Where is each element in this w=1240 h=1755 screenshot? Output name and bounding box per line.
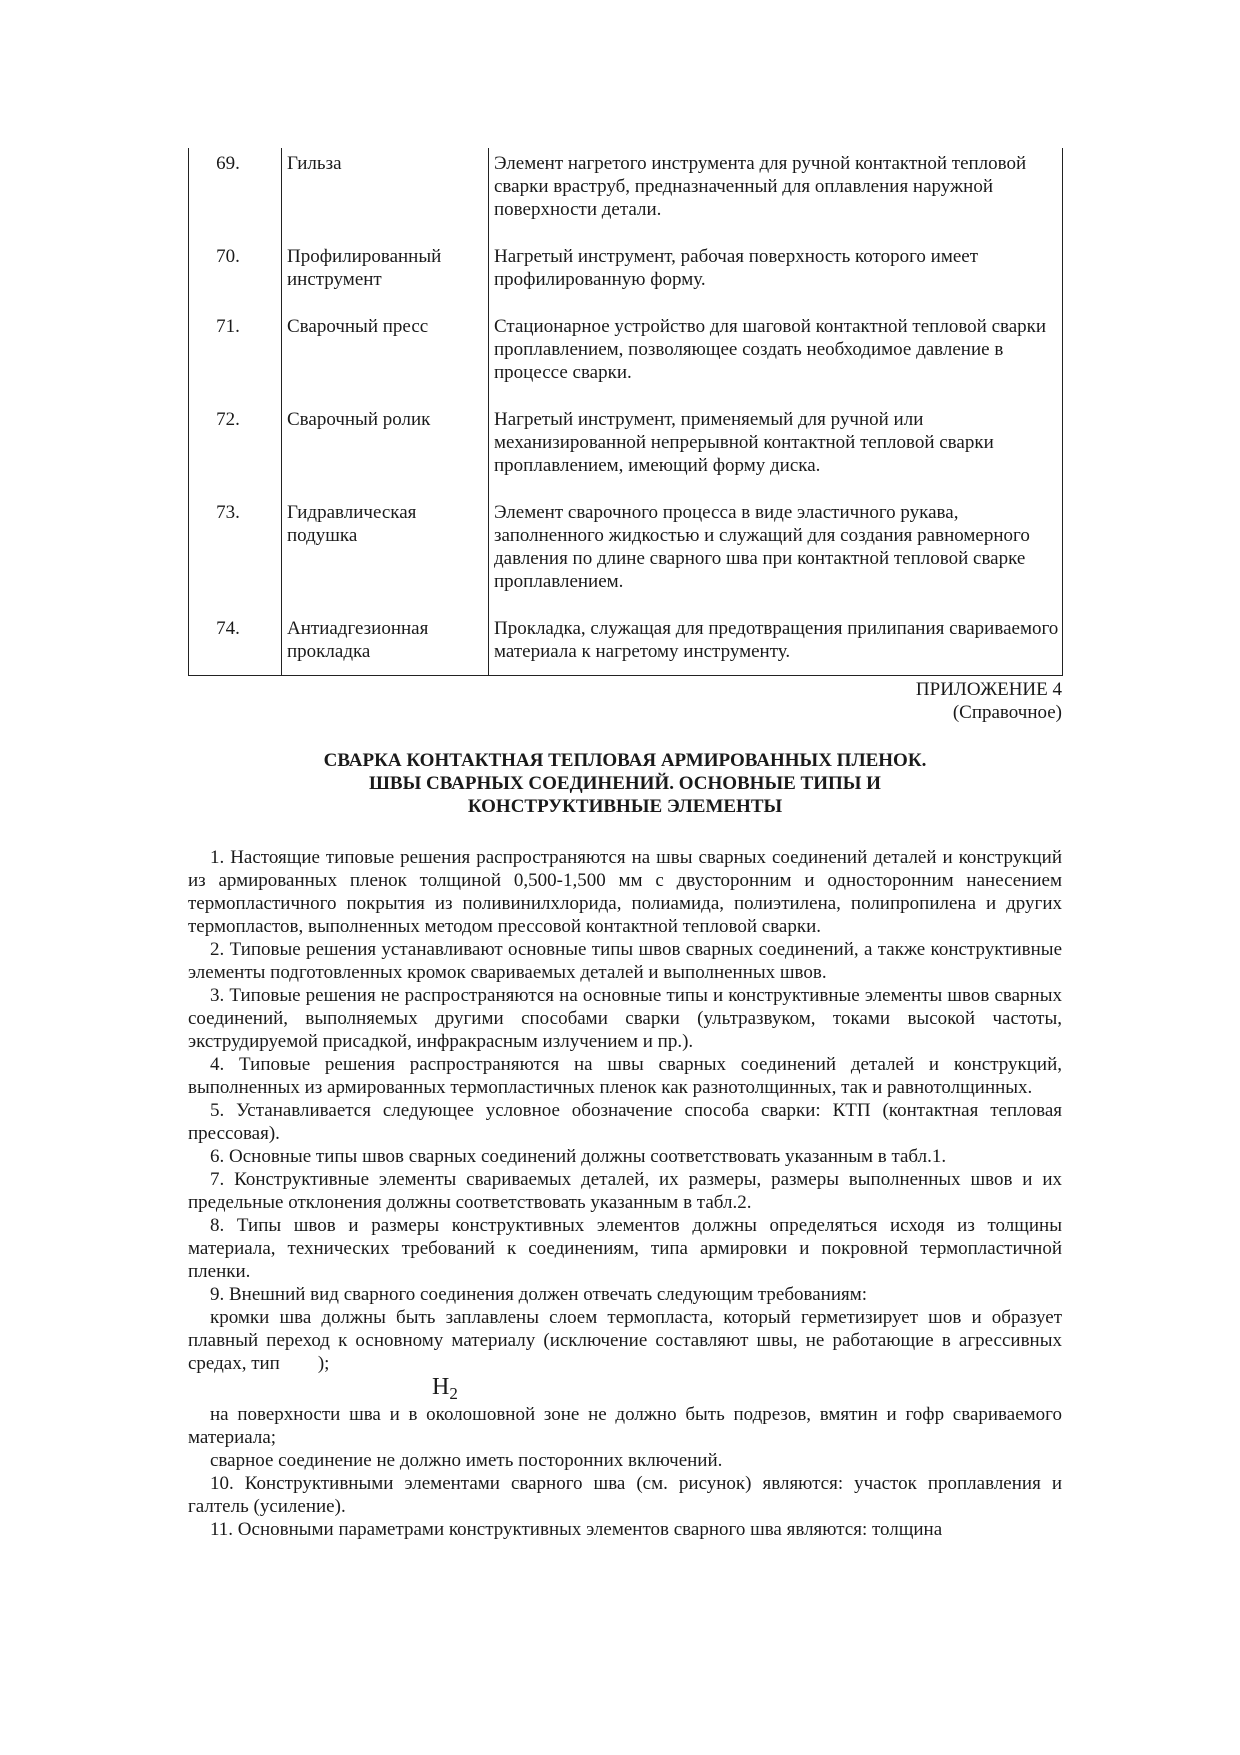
title-line: СВАРКА КОНТАКТНАЯ ТЕПЛОВАЯ АРМИРОВАННЫХ ПЛЕНОК. [323, 750, 927, 771]
row-definition: Элемент нагретого инструмента для ручной контактной тепловой сварки враструб, предназначенный для оплавления наружной поверхности детали. [489, 148, 1063, 241]
row-definition: Стационарное устройство для шаговой контактной тепловой сварки проплавлением, позволяющее создать необходимое давление в процессе сварки. [489, 311, 1063, 404]
paragraph: 5. Устанавливается следующее условное обозначение способа сварки: КТП (контактная тепловая прессовая). [188, 1100, 1062, 1144]
paragraph: кромки шва должны быть заплавлены слоем термопласта, который герметизирует шов и образует плавный переход к основному материалу (исключение составляют швы, не работающие в агрессивных средах, тип ); [188, 1307, 1067, 1374]
paragraph: сварное соединение не должно иметь посторонних включений. [210, 1450, 723, 1471]
paragraph: на поверхности шва и в околошовной зоне не должно быть подрезов, вмятин и гофр свариваемого материала; [188, 1404, 1062, 1448]
table-row [189, 148, 1063, 241]
table-row [189, 311, 1063, 404]
body-text [188, 846, 1067, 1541]
row-definition: Нагретый инструмент, рабочая поверхность которого имеет профилированную форму. [489, 241, 1063, 311]
paragraph: 3. Типовые решения не распространяются на основные типы и конструктивные элементы швов сварных соединений, выполняемых другими способами сварки (ультразвуком, токами высокой частоты, экструдируемой присадкой, инфракрасным излучением и пр.). [188, 985, 1062, 1052]
paragraph: 1. Настоящие типовые решения распространяются на швы сварных соединений деталей и конструкций из армированных пленок толщиной 0,500-1,500 мм с двусторонним и односторонним нанесением термопластичного покрытия из поливинилхлорида, полиамида, полиэтилена, полипропилена и других термопластов, выполненных методом прессовой контактной тепловой сварки. [188, 847, 1062, 937]
appendix-heading [188, 678, 1062, 724]
paragraph: 8. Типы швов и размеры конструктивных элементов должны определяться исходя из толщины материала, технических требований к соединениям, типа армировки и покровной термопластичной пленки. [188, 1215, 1062, 1282]
row-number: 70. [189, 241, 282, 311]
appendix-label: ПРИЛОЖЕНИЕ 4 [915, 679, 1062, 700]
row-definition: Нагретый инструмент, применяемый для ручной или механизированной непрерывной контактной тепловой сварки проплавлением, имеющий форму диска. [489, 404, 1063, 497]
row-number: 69. [189, 148, 282, 241]
formula-base: Н [432, 1374, 450, 1400]
formula-line [188, 1375, 1062, 1403]
row-term: Сварочный ролик [282, 404, 489, 497]
section-title [248, 749, 1002, 818]
table-row [189, 497, 1063, 613]
row-number: 72. [189, 404, 282, 497]
row-definition: Прокладка, служащая для предотвращения прилипания свариваемого материала к нагретому инструменту. [489, 613, 1063, 676]
row-term: Гидравлическая подушка [282, 497, 489, 613]
table-row [189, 241, 1063, 311]
paragraph: 6. Основные типы швов сварных соединений должны соответствовать указанным в табл.1. [210, 1146, 947, 1167]
document-page [188, 148, 1067, 1541]
paragraph: 4. Типовые решения распространяются на швы сварных соединений деталей и конструкций, выполненных из армированных термопластичных пленок как разнотолщинных, так и равнотолщинных. [188, 1054, 1062, 1098]
paragraph: 2. Типовые решения устанавливают основные типы швов сварных соединений, а также конструктивные элементы подготовленных кромок свариваемых деталей и выполненных швов. [188, 939, 1062, 983]
row-term: Сварочный пресс [282, 311, 489, 404]
row-definition: Элемент сварочного процесса в виде эластичного рукава, заполненного жидкостью и служащий для создания равномерного давления по длине сварного шва при контактной тепловой сварке проплавлением. [489, 497, 1063, 613]
title-line: КОНСТРУКТИВНЫЕ ЭЛЕМЕНТЫ [467, 796, 783, 817]
row-term: Гильза [282, 148, 489, 241]
row-number: 74. [189, 613, 282, 676]
row-number: 73. [189, 497, 282, 613]
table-row [189, 404, 1063, 497]
formula-subscript: 2 [449, 1384, 458, 1403]
paragraph: 11. Основными параметрами конструктивных элементов сварного шва являются: толщина [210, 1519, 943, 1540]
appendix-note: (Справочное) [952, 702, 1062, 723]
title-line: ШВЫ СВАРНЫХ СОЕДИНЕНИЙ. ОСНОВНЫЕ ТИПЫ И [369, 773, 881, 794]
row-term: Профилированный инструмент [282, 241, 489, 311]
paragraph: 7. Конструктивные элементы свариваемых деталей, их размеры, размеры выполненных швов и их предельные отклонения должны соответствовать указанным в табл.2. [188, 1169, 1062, 1213]
table-row [189, 613, 1063, 676]
row-term: Антиадгезионная прокладка [282, 613, 489, 676]
paragraph: 9. Внешний вид сварного соединения должен отвечать следующим требованиям: [210, 1284, 868, 1305]
formula-symbol [432, 1373, 458, 1408]
paragraph: 10. Конструктивными элементами сварного шва (см. рисунок) являются: участок проплавления и галтель (усиление). [188, 1473, 1062, 1517]
terms-table [188, 148, 1063, 676]
row-number: 71. [189, 311, 282, 404]
